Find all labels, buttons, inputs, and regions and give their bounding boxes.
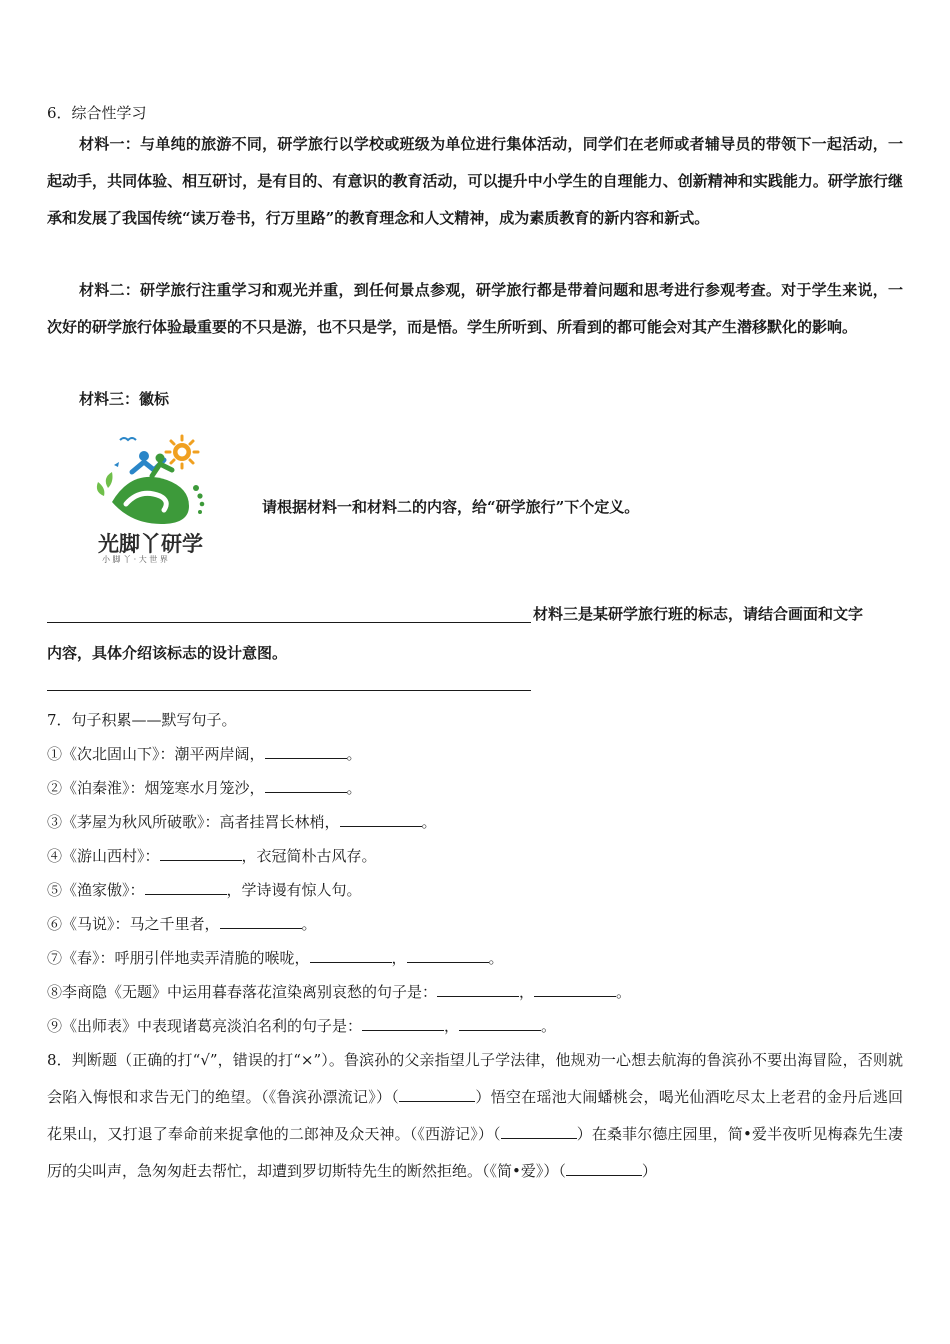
q6-material-3-label: 材料三：徽标: [79, 390, 170, 408]
q7-item-6: [47, 914, 317, 934]
q7-item-9: [47, 1016, 556, 1036]
q7-item-3-prompt: ③《茅屋为秋风所破歌》：高者挂罥长林梢，: [47, 813, 340, 831]
q6-material-2: 材料二：研学旅行注重学习和观光并重，到任何景点参观，研学旅行都是带着问题和思考进行参观考查。对于学生来说，一次好的研学旅行体验最重要的不只是游，也不只是学，而是悟。学生所听到、所看到的都可能会对其产生潜移默化的影响。: [47, 281, 903, 336]
punct: 。: [346, 779, 362, 797]
q7-item-5-blank[interactable]: [145, 880, 227, 895]
q7-item-4: [47, 846, 377, 866]
q6-task-1: 请根据材料一和材料二的内容，给“研学旅行”下个定义。: [262, 498, 640, 516]
punct: 。: [346, 745, 362, 763]
q7-item-8-blank-2[interactable]: [534, 982, 616, 997]
punct: 。: [541, 1017, 557, 1035]
q7-item-4-prompt: ④《游山西村》：: [47, 847, 160, 865]
q7-item-2-blank[interactable]: [265, 778, 347, 793]
punct: 。: [488, 949, 504, 967]
punct: ，: [519, 983, 535, 1001]
q8-statement-2: ）悟空在瑶池大闹蟠桃会，喝光仙酒吃尽太上老君的金丹后逃回花果山，又打退了奉命前来捉拿他的二郎神及众天神。（《西游记》）（: [47, 1088, 903, 1143]
q7-item-3-blank[interactable]: [340, 812, 422, 827]
q7-item-9-blank-1[interactable]: [362, 1016, 444, 1031]
q7-item-3: [47, 812, 437, 832]
q6-task-2-part-b: 内容，具体介绍该标志的设计意图。: [47, 644, 288, 662]
punct: ，: [444, 1017, 460, 1035]
q6-task-2-part-a: 材料三是某研学旅行班的标志，请结合画面和文字: [533, 605, 864, 623]
q7-item-8: [47, 982, 631, 1002]
q7-item-7: [47, 948, 504, 968]
logo-title: 光脚丫研学: [98, 532, 203, 556]
q7-item-2: [47, 778, 362, 798]
q7-item-5-prompt: ⑤《渔家傲》：: [47, 881, 145, 899]
q8-answer-blank-2[interactable]: [501, 1124, 577, 1139]
q6-answer-line-1[interactable]: [47, 622, 531, 623]
q7-item-8-blank-1[interactable]: [437, 982, 519, 997]
q7-item-7-prompt: ⑦《春》：呼朋引伴地卖弄清脆的喉咙，: [47, 949, 310, 967]
q7-item-6-blank[interactable]: [220, 914, 302, 929]
q7-item-8-prompt: ⑧李商隐《无题》中运用暮春落花渲染离别哀愁的句子是：: [47, 983, 438, 1001]
q7-item-7-blank-2[interactable]: [407, 948, 489, 963]
q7-item-7-blank-1[interactable]: [310, 948, 392, 963]
q7-item-4-suffix: ，衣冠简朴古风存。: [241, 847, 377, 865]
q7-item-4-blank[interactable]: [160, 846, 242, 861]
q8-close-paren: ）: [641, 1162, 657, 1180]
q8-statement-3: ）在桑菲尔德庄园里，简•爱半夜听见梅森先生凄厉的尖叫声，急匆匆赶去帮忙，却遭到罗切斯特先生的断然拒绝。（《简•爱》）（: [47, 1125, 903, 1180]
q7-item-9-prompt: ⑨《出师表》中表现诸葛亮淡泊名利的句子是：: [47, 1017, 363, 1035]
q7-item-1: [47, 744, 362, 764]
logo-subtitle: 小 脚 丫 · 大 世 界: [102, 555, 168, 564]
q7-heading: 7．句子积累——默写句子。: [47, 711, 237, 729]
q8-paragraph: [47, 1042, 903, 1190]
q7-item-6-prompt: ⑥《马说》：马之千里者，: [47, 915, 220, 933]
q7-item-5-suffix: ，学诗谩有惊人句。: [226, 881, 362, 899]
punct: 。: [301, 915, 317, 933]
punct: 。: [421, 813, 437, 831]
q8-answer-blank-1[interactable]: [399, 1087, 475, 1102]
q7-item-9-blank-2[interactable]: [459, 1016, 541, 1031]
q6-heading: 6．综合性学习: [47, 104, 147, 122]
q7-item-1-prompt: ①《次北固山下》：潮平两岸阔，: [47, 745, 265, 763]
q8-answer-blank-3[interactable]: [566, 1161, 642, 1176]
q7-item-2-prompt: ②《泊秦淮》：烟笼寒水月笼沙，: [47, 779, 265, 797]
punct: ，: [391, 949, 407, 967]
q7-item-5: [47, 880, 362, 900]
q7-item-1-blank[interactable]: [265, 744, 347, 759]
punct: 。: [616, 983, 632, 1001]
q6-material-1: 材料一：与单纯的旅游不同，研学旅行以学校或班级为单位进行集体活动，同学们在老师或者辅导员的带领下一起活动，一起动手，共同体验、相互研讨，是有目的、有意识的教育活动，可以提升中小学生的自理能力、创新精神和实践能力。研学旅行继承和发展了我国传统“读万卷书，行万里路”的教育理念和人文精神，成为素质教育的新内容和新式。: [47, 135, 903, 227]
q8-statement-1: 8．判断题（正确的打“√”，错误的打“×”）。鲁滨孙的父亲指望儿子学法律，他规劝一心想去航海的鲁滨孙不要出海冒险，否则就会陷入悔恨和求告无门的绝望。（《鲁滨孙漂流记》）（: [47, 1051, 903, 1106]
q6-answer-line-2[interactable]: [47, 690, 531, 691]
research-travel-logo: [92, 430, 222, 570]
